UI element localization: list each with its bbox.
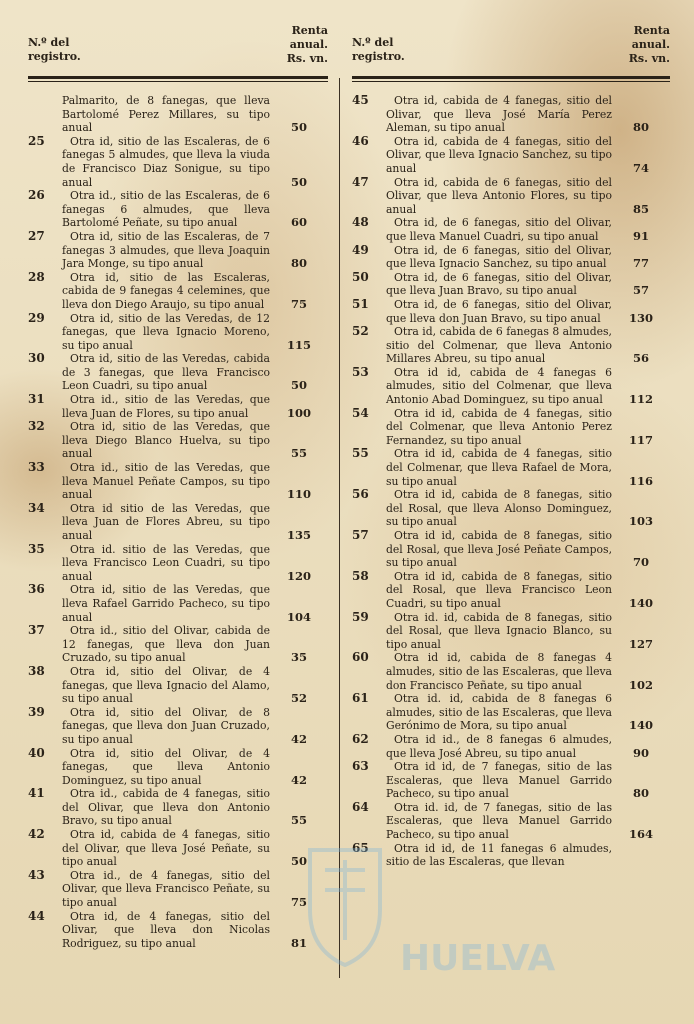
register-number: 47: [352, 174, 369, 189]
register-entry: [28, 869, 328, 910]
annual-rent-value: 35: [290, 650, 307, 665]
annual-rent-value: 81: [290, 935, 307, 950]
register-entry: [352, 135, 670, 176]
register-entry: [352, 94, 670, 135]
annual-rent-value: 42: [290, 772, 307, 787]
register-entry: [352, 407, 670, 448]
register-entry: [352, 216, 670, 243]
entry-description: Otra id, cabida de 6 fanegas 8 almudes, sitio del Colmenar, que lleva Antonio Millares Abreu, su tipo anual: [386, 325, 612, 366]
register-entry: [28, 624, 328, 665]
entry-description: Otra id id, cabida de 4 fanegas 6 almudes, sitio del Colmenar, que lleva Antonio Abad Dominguez, su tipo anual: [386, 365, 612, 407]
annual-rent-value: 55: [290, 446, 307, 461]
annual-rent-value: 91: [632, 228, 649, 243]
register-entry: [352, 488, 670, 529]
annual-rent-value: 60: [290, 215, 307, 230]
register-number: 62: [352, 731, 369, 746]
entry-description: Otra id id, cabida de 8 fanegas, sitio del Rosal, que lleva José Peñate Campos, su tipo anual: [386, 529, 612, 570]
register-number: 28: [28, 269, 45, 284]
entry-description: Otra id, cabida de 4 fanegas, sitio del Olivar, que lleva José Peñate, su tipo anual: [62, 828, 270, 869]
annual-rent-value: 80: [290, 256, 307, 271]
entry-description: Otra id id., de 8 fanegas 6 almudes, que lleva José Abreu, su tipo anual: [386, 732, 612, 760]
annual-rent-value: 115: [286, 337, 311, 352]
register-number: 55: [352, 446, 369, 461]
register-number: 27: [28, 228, 45, 243]
entry-description: Otra id, sitio del Olivar, de 8 fanegas, que lleva don Juan Cruzado, su tipo anual: [62, 705, 270, 746]
register-number-heading: N.º del registro.: [352, 36, 405, 63]
huelva-watermark-logo: [290, 830, 610, 990]
annual-rent-value: 110: [286, 487, 311, 502]
register-entry: [352, 298, 670, 325]
entry-description: Otra id., sitio de las Veredas, que lleva Manuel Peñate Campos, su tipo anual: [62, 461, 270, 502]
register-number: 50: [352, 269, 369, 284]
annual-rent-value: 117: [628, 432, 653, 447]
annual-rent-value: 116: [628, 473, 653, 488]
register-number: 33: [28, 460, 45, 475]
entry-description: Otra id, sitio de las Veredas, cabida de 3 fanegas, que lleva Francisco Leon Cuadri, su tipo anual: [62, 352, 270, 393]
register-number: 31: [28, 392, 45, 407]
entry-description: Otra id. id, cabida de 8 fanegas 6 almudes, sitio de las Escaleras, que lleva Gerónimo de Mora, su tipo anual: [386, 692, 612, 733]
entry-description: Otra id, sitio del Olivar, de 4 fanegas, que lleva Antonio Dominguez, su tipo anual: [62, 746, 270, 787]
register-entry: [28, 393, 328, 420]
entry-description: Otra id, cabida de 4 fanegas, sitio del Olivar, que lleva José María Perez Aleman, su tipo anual: [386, 94, 612, 135]
entry-description: Otra id id, cabida de 8 fanegas 4 almudes, sitio de las Escaleras, que lleva don Francisco Peñate, su tipo anual: [386, 651, 612, 692]
annual-rent-value: 135: [286, 528, 311, 542]
entry-description: Otra id sitio de las Veredas, que lleva Juan de Flores Abreu, su tipo anual: [62, 501, 270, 542]
register-entry: [28, 747, 328, 788]
register-number: 65: [352, 840, 369, 855]
register-number: 26: [28, 188, 45, 203]
register-number: 60: [352, 650, 369, 665]
annual-rent-value: 77: [632, 256, 649, 271]
annual-rent-value: 57: [632, 283, 649, 298]
entry-description: Otra id., sitio del Olivar, cabida de 12 fanegas, que lleva don Juan Cruzado, su tipo anual: [62, 624, 270, 665]
entry-description: Otra id, sitio del Olivar, de 4 fanegas, que lleva Ignacio del Alamo, su tipo anual: [62, 664, 270, 706]
annual-rent-value: 50: [290, 854, 307, 869]
register-entry: [352, 611, 670, 652]
register-number: 57: [352, 528, 369, 542]
register-entry: [352, 325, 670, 366]
entry-description: Otra id id, cabida de 4 fanegas, sitio del Colmenar, que lleva Rafael de Mora, su tipo anual: [386, 447, 612, 488]
entry-description: Otra id, de 6 fanegas, sitio del Olivar, que lleva don Juan Bravo, su tipo anual: [386, 297, 612, 325]
annual-rent-value: 56: [632, 351, 649, 366]
register-number: 35: [28, 541, 45, 556]
entry-description: Otra id., cabida de 4 fanegas, sitio del Olivar, que lleva don Antonio Bravo, su tipo anual: [62, 787, 270, 828]
register-entry: [28, 230, 328, 271]
register-number-heading: N.º del registro.: [28, 36, 81, 63]
right-entry-list: [352, 94, 670, 869]
left-entry-list: [28, 94, 328, 950]
entry-description: Otra id. id, cabida de 8 fanegas, sitio del Rosal, que lleva Ignacio Blanco, su tipo anual: [386, 610, 612, 651]
register-number: 25: [28, 133, 45, 148]
entry-description: Otra id, sitio de las Veredas, que lleva Rafael Garrido Pacheco, su tipo anual: [62, 583, 270, 624]
annual-rent-value: 100: [286, 405, 311, 420]
annual-rent-value: 74: [632, 160, 649, 175]
register-number: 43: [28, 867, 45, 882]
entry-description: Otra id., sitio de las Escaleras, de 6 fanegas 6 almudes, que lleva Bartolomé Peñate, su tipo anual: [62, 189, 270, 230]
entry-description: Otra id, cabida de 6 fanegas, sitio del Olivar, que lleva Antonio Flores, su tipo anual: [386, 175, 612, 216]
register-entry: [352, 176, 670, 217]
register-number: 39: [28, 704, 45, 719]
annual-rent-value: 50: [290, 120, 307, 135]
annual-rent-value: 50: [290, 378, 307, 393]
register-number: 30: [28, 351, 45, 366]
annual-rent-value: 130: [628, 310, 653, 325]
annual-rent-value: 75: [290, 296, 307, 311]
register-entry: [28, 502, 328, 543]
register-entry: [28, 543, 328, 584]
entry-description: Otra id, sitio de las Escaleras, de 7 fanegas 3 almudes, que lleva Joaquin Jara Monge, su tipo anual: [62, 229, 270, 271]
register-number: 29: [28, 310, 45, 325]
annual-rent-value: 112: [628, 392, 653, 407]
header-rule: [352, 76, 670, 79]
register-entry: [28, 828, 328, 869]
register-number: 49: [352, 242, 369, 257]
register-entry: [352, 570, 670, 611]
entry-description: Otra id, cabida de 4 fanegas, sitio del Olivar, que lleva Ignacio Sanchez, su tipo anual: [386, 134, 612, 175]
register-entry: [28, 420, 328, 461]
entry-description: Otra id, sitio de las Veredas, de 12 fanegas, que lleva Ignacio Moreno, su tipo anual: [62, 311, 270, 352]
register-number: 34: [28, 500, 45, 515]
register-number: 64: [352, 799, 369, 814]
entry-description: Palmarito, de 8 fanegas, que lleva Bartolomé Perez Millares, su tipo anual: [62, 94, 270, 135]
entry-description: Otra id, sitio de las Escaleras, cabida de 9 fanegas 4 celemines, que lleva don Diego Araujo, su tipo anual: [62, 270, 270, 311]
register-number: [28, 94, 62, 135]
register-number: 41: [28, 786, 45, 801]
register-number: 32: [28, 419, 45, 434]
register-number: 58: [352, 568, 369, 583]
register-entry: [28, 910, 328, 951]
annual-rent-value: 52: [290, 691, 307, 706]
header-rule-thin: [352, 81, 670, 82]
annual-rent-value: 70: [632, 555, 649, 570]
entry-description: Otra id, sitio de las Escaleras, de 6 fanegas 5 almudes, que lleva la viuda de Francisco Diaz Sonigue, su tipo anual: [62, 134, 270, 189]
entry-description: Otra id, sitio de las Veredas, que lleva Diego Blanco Huelva, su tipo anual: [62, 420, 270, 461]
register-number: 37: [28, 623, 45, 638]
register-entry: [28, 352, 328, 393]
right-column: [352, 0, 670, 869]
annual-rent-value: [612, 842, 670, 869]
register-entry: [28, 94, 328, 135]
annual-rent-value: 55: [290, 813, 307, 828]
annual-rent-value: 42: [290, 731, 307, 746]
annual-rent-value: 90: [632, 745, 649, 760]
annual-rent-value: 140: [628, 595, 653, 610]
register-entry: [28, 583, 328, 624]
register-entry: [28, 271, 328, 312]
register-number: 45: [352, 93, 369, 107]
register-entry: [28, 665, 328, 706]
register-entry: [352, 366, 670, 407]
header-rule: [28, 76, 328, 79]
entry-description: Otra id id, cabida de 8 fanegas, sitio del Rosal, que lleva Francisco Leon Cuadri, su tipo anual: [386, 569, 612, 610]
register-number: 38: [28, 663, 45, 678]
register-number: 52: [352, 324, 369, 339]
register-number: 61: [352, 691, 369, 706]
annual-rent-value: 127: [628, 636, 653, 651]
entry-description: Otra id, de 6 fanegas, sitio del Olivar, que lleva Juan Bravo, su tipo anual: [386, 270, 612, 298]
register-entry: [28, 135, 328, 189]
annual-rent-heading: Renta anual. Rs. vn.: [286, 24, 328, 65]
entry-description: Otra id id, de 11 fanegas 6 almudes, sitio de las Escaleras, que llevan: [386, 841, 612, 869]
entry-description: Otra id id, cabida de 8 fanegas, sitio del Rosal, que lleva Alonso Dominguez, su tipo anual: [386, 488, 612, 529]
register-entry: [28, 706, 328, 747]
annual-rent-value: 80: [632, 120, 649, 135]
register-entry: [352, 244, 670, 271]
register-number: 56: [352, 487, 369, 502]
register-entry: [352, 692, 670, 733]
annual-rent-value: 75: [290, 895, 307, 910]
annual-rent-value: 102: [628, 677, 653, 692]
register-entry: [352, 651, 670, 692]
register-entry: [352, 271, 670, 298]
annual-rent-value: 104: [286, 609, 311, 624]
entry-description: Otra id, de 4 fanegas, sitio del Olivar, que lleva don Nicolas Rodriguez, su tipo anual: [62, 909, 270, 950]
header-rule-thin: [28, 81, 328, 82]
annual-rent-heading: Renta anual. Rs. vn.: [628, 24, 670, 65]
entry-description: Otra id id, cabida de 4 fanegas, sitio del Colmenar, que lleva Antonio Perez Fernandez, su tipo anual: [386, 406, 612, 447]
register-number: 53: [352, 364, 369, 379]
register-entry: [28, 312, 328, 353]
register-number: 54: [352, 405, 369, 420]
entry-description: Otra id. id, de 7 fanegas, sitio de las Escaleras, que lleva Manuel Garrido Pacheco, su tipo anual: [386, 800, 612, 842]
register-entry: [28, 461, 328, 502]
entry-description: Otra id., sitio de las Veredas, que lleva Juan de Flores, su tipo anual: [62, 393, 270, 420]
annual-rent-value: 103: [628, 514, 653, 529]
register-entry: [28, 787, 328, 828]
left-column: [28, 0, 328, 950]
annual-rent-value: 120: [286, 568, 311, 583]
register-number: 42: [28, 827, 45, 842]
register-entry: [28, 189, 328, 230]
register-entry: [352, 529, 670, 570]
entry-description: Otra id., de 4 fanegas, sitio del Olivar, que lleva Francisco Peñate, su tipo anual: [62, 868, 270, 910]
register-number: 44: [28, 908, 45, 923]
annual-rent-value: 85: [632, 201, 649, 216]
entry-description: Otra id id, de 7 fanegas, sitio de las Escaleras, que lleva Manuel Garrido Pacheco, su tipo anual: [386, 760, 612, 801]
register-number: 36: [28, 582, 45, 597]
right-column-header: [352, 0, 670, 70]
annual-rent-value: 164: [628, 827, 653, 842]
annual-rent-value: 140: [628, 718, 653, 733]
entry-description: Otra id, de 6 fanegas, sitio del Olivar, que lleva Manuel Cuadri, su tipo anual: [386, 216, 612, 243]
register-number: 40: [28, 745, 45, 760]
register-number: 59: [352, 609, 369, 624]
watermark-text: HUELVA: [400, 938, 556, 979]
annual-rent-value: 80: [632, 786, 649, 801]
entry-description: Otra id. sitio de las Veredas, que lleva Francisco Leon Cuadri, su tipo anual: [62, 542, 270, 583]
register-number: 48: [352, 215, 369, 230]
register-number: 51: [352, 296, 369, 311]
register-number: 63: [352, 759, 369, 774]
register-entry: [352, 733, 670, 760]
left-column-header: [28, 0, 328, 70]
register-entry: [352, 447, 670, 488]
register-entry: [352, 760, 670, 801]
register-number: 46: [352, 133, 369, 148]
annual-rent-value: 50: [290, 174, 307, 189]
entry-description: Otra id, de 6 fanegas, sitio del Olivar, que lleva Ignacio Sanchez, su tipo anual: [386, 243, 612, 271]
